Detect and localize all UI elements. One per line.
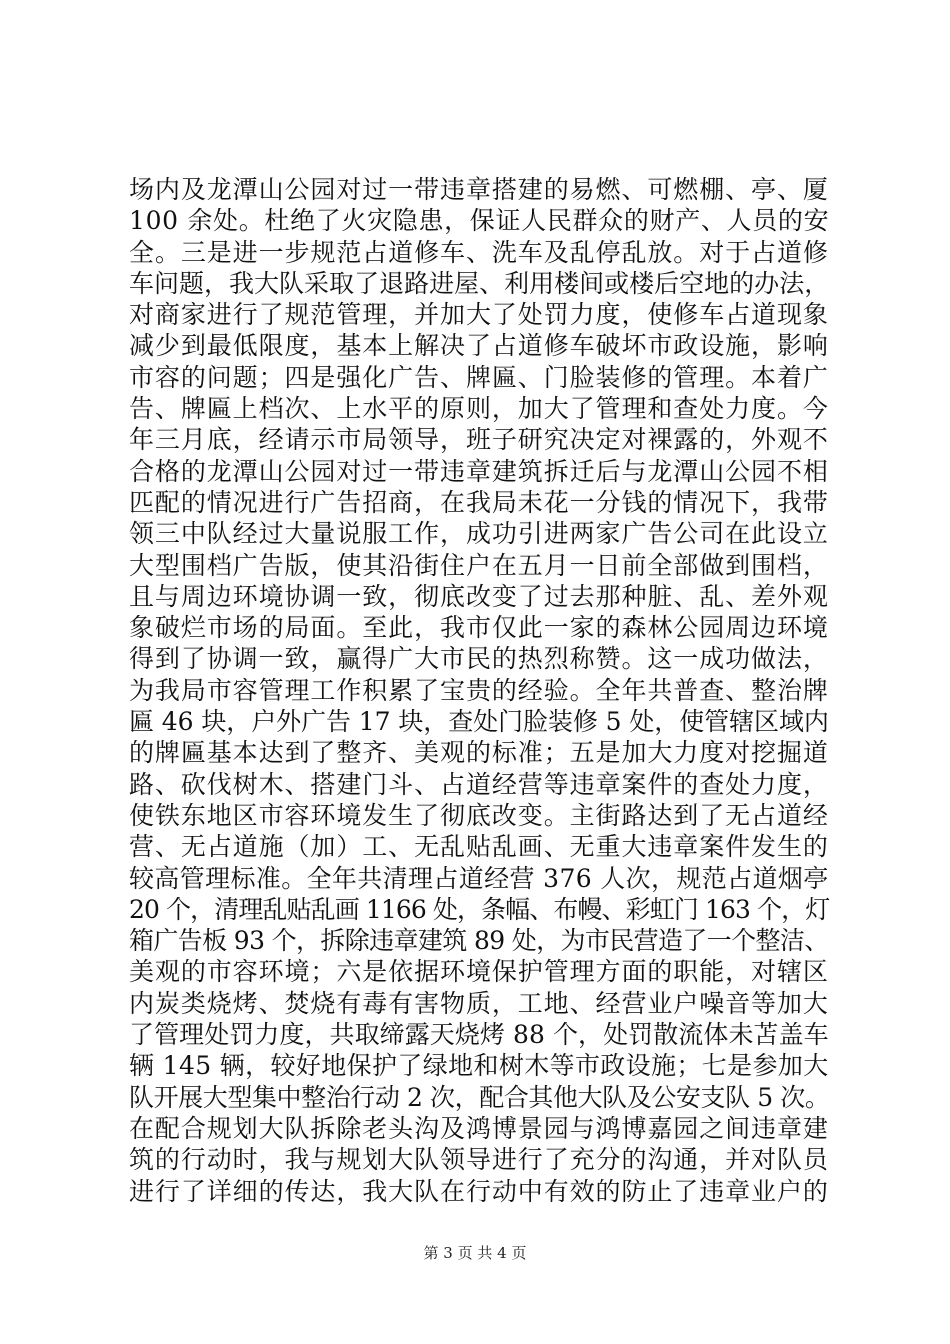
text-line: 箱广告板 93 个，拆除违章建筑 89 处，为市民营造了一个整洁、: [129, 926, 829, 956]
text-line: 使铁东地区市容环境发生了彻底改变。主街路达到了无占道经: [129, 800, 829, 830]
page-footer: 第 3 页 共 4 页: [423, 1244, 527, 1262]
text-line: 车问题，我大队采取了退路进屋、利用楼间或楼后空地的办法，: [129, 268, 830, 298]
text-line: 在配合规划大队拆除老头沟及鸿博景园与鸿博嘉园之间违章建: [129, 1113, 829, 1143]
text-line: 全。三是进一步规范占道修车、洗车及乱停乱放。对于占道修: [129, 237, 829, 267]
text-line: 匹配的情况进行广告招商，在我局未花一分钱的情况下，我带: [129, 487, 829, 517]
text-line: 且与周边环境协调一致，彻底改变了过去那种脏、乱、差外观: [129, 581, 829, 611]
text-line: 筑的行动时，我与规划大队领导进行了充分的沟通，并对队员: [129, 1145, 829, 1175]
text-line: 场内及龙潭山公园对过一带违章搭建的易燃、可燃棚、亭、厦: [129, 175, 829, 204]
text-line: 合格的龙潭山公园对过一带违章建筑拆迁后与龙潭山公园不相: [129, 456, 829, 486]
text-line: 路、砍伐树木、搭建门斗、占道经营等违章案件的查处力度，: [129, 769, 829, 799]
text-line: 了管理处罚力度，共取缔露天烧烤 88 个，处罚散流体未苫盖车: [129, 1020, 829, 1050]
body-text: [129, 174, 829, 1207]
text-line: 市容的问题；四是强化广告、牌匾、门脸装修的管理。本着广: [129, 362, 829, 392]
text-line: 领三中队经过大量说服工作，成功引进两家广告公司在此设立: [129, 519, 829, 549]
text-line: 得到了协调一致，赢得广大市民的热烈称赞。这一成功做法，: [129, 644, 829, 674]
text-line: 营、无占道施（加）工、无乱贴乱画、无重大违章案件发生的: [129, 832, 829, 862]
text-line: 的牌匾基本达到了整齐、美观的标准；五是加大力度对挖掘道: [129, 738, 829, 768]
text-line: 美观的市容环境；六是依据环境保护管理方面的职能，对辖区: [129, 957, 829, 987]
text-line: 队开展大型集中整治行动 2 次，配合其他大队及公安支队 5 次。: [129, 1082, 830, 1112]
text-line: 内炭类烧烤、焚烧有毒有害物质，工地、经营业户噪音等加大: [129, 988, 829, 1018]
text-line: 辆 145 辆，较好地保护了绿地和树木等市政设施；七是参加大: [129, 1051, 829, 1081]
text-line: 减少到最低限度，基本上解决了占道修车破坏市政设施，影响: [129, 331, 829, 361]
text-line: 20 个，清理乱贴乱画 1166 处，条幅、布幔、彩虹门 163 个，灯: [129, 894, 830, 924]
text-line: 对商家进行了规范管理，并加大了处罚力度，使修车占道现象: [129, 300, 829, 330]
text-line: 告、牌匾上档次、上水平的原则，加大了管理和查处力度。今: [129, 394, 829, 424]
text-line: 进行了详细的传达，我大队在行动中有效的防止了违章业户的: [129, 1176, 829, 1206]
text-line: 象破烂市场的局面。至此，我市仅此一家的森林公园周边环境: [129, 613, 829, 643]
text-line: 为我局市容管理工作积累了宝贵的经验。全年共普查、整治牌: [129, 675, 829, 705]
text-line: 大型围档广告版，使其沿街住户在五月一日前全部做到围档，: [129, 550, 829, 580]
text-line: 年三月底，经请示市局领导，班子研究决定对裸露的，外观不: [129, 425, 829, 455]
text-line: 匾 46 块，户外广告 17 块，查处门脸装修 5 处，使管辖区域内: [129, 707, 829, 737]
text-line: 100 余处。杜绝了火灾隐患，保证人民群众的财产、人员的安: [129, 206, 830, 236]
text-line: 较高管理标准。全年共清理占道经营 376 人次，规范占道烟亭: [129, 863, 829, 893]
